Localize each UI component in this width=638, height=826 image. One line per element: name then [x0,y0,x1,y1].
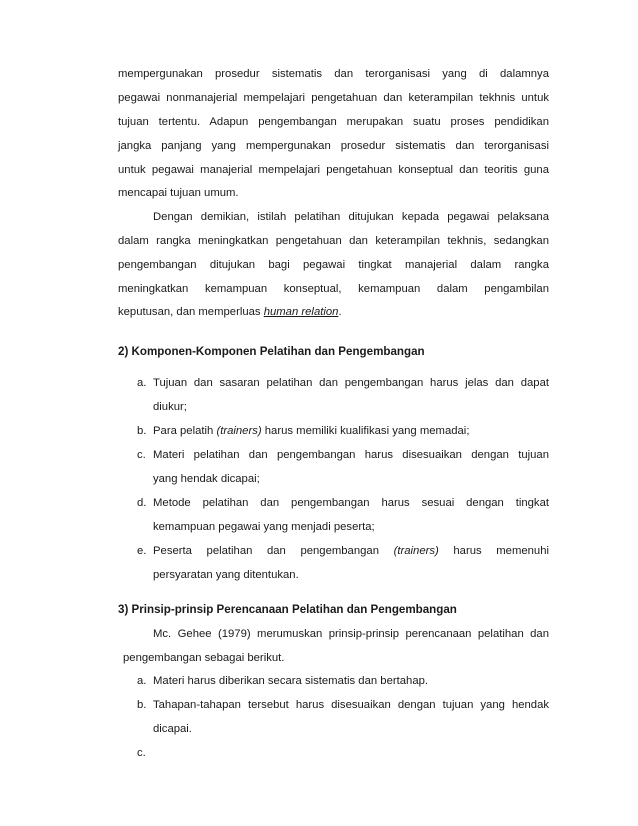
list-marker: d. [137,497,147,509]
paragraph-1-line-5: untuk pegawai manajerial mempelajari pengetahuan konseptual dan teoritis guna [118,164,549,176]
paragraph-2-line-2: dalam rangka meningkatkan pengetahuan dan keterampilan tekhnis, sedangkan [118,235,549,247]
list-item-line: kemampuan pegawai yang menjadi peserta; [153,521,375,533]
paragraph-1-line-3: tujuan tertentu. Adapun pengembangan merupakan suatu proses pendidikan [118,116,549,128]
list-item-line: Tahapan-tahapan tersebut harus disesuaikan dengan tujuan yang hendak [153,699,549,711]
paragraph-1-line-6: mencapai tujuan umum. [118,187,239,199]
list-item-line: persyaratan yang ditentukan. [153,569,299,581]
list-item-line: Tujuan dan sasaran pelatihan dan pengembangan harus jelas dan dapat [153,377,549,389]
list-item-line: Para pelatih (trainers) harus memiliki kualifikasi yang memadai; [153,425,470,437]
list-marker: e. [137,545,147,557]
list-item-line: Metode pelatihan dan pengembangan harus sesuai dengan tingkat [153,497,549,509]
list-item-line: Peserta pelatihan dan pengembangan (trainers) harus memenuhi [153,545,549,557]
list-marker: b. [137,425,147,437]
human-relation-term: human relation [263,306,339,318]
list-marker: a. [137,377,147,389]
paragraph-1-line-1: mempergunakan prosedur sistematis dan terorganisasi yang di dalamnya [118,68,549,80]
section-2-heading: 2) Komponen-Komponen Pelatihan dan Pengembangan [118,345,425,358]
paragraph-2-line-5: keputusan, dan memperluas human relation. [118,306,342,318]
list-item-line: Materi harus diberikan secara sistematis dan bertahap. [153,675,429,687]
section-3-intro-line-1: Mc. Gehee (1979) merumuskan prinsip-prinsip perencanaan pelatihan dan [153,628,549,640]
section-3-intro-line-2: pengembangan sebagai berikut. [123,652,285,664]
paragraph-2-line-4: meningkatkan kemampuan konseptual, kemampuan dalam pengambilan [118,283,549,295]
paragraph-2-line-1: Dengan demikian, istilah pelatihan ditujukan kepada pegawai pelaksana [153,211,549,223]
list-marker: c. [137,747,146,759]
list-item-line: diukur; [153,401,187,413]
list-marker: b. [137,699,147,711]
list-marker: a. [137,675,147,687]
list-marker: c. [137,449,146,461]
paragraph-1-line-4: jangka panjang yang mempergunakan prosedur sistematis dan terorganisasi [118,140,549,152]
section-3-heading: 3) Prinsip-prinsip Perencanaan Pelatihan dan Pengembangan [118,603,457,616]
list-item-line: Materi pelatihan dan pengembangan harus disesuaikan dengan tujuan [153,449,549,461]
list-item-line: dicapai. [153,723,192,735]
list-item-line: yang hendak dicapai; [153,473,260,485]
paragraph-1-line-2: pegawai nonmanajerial mempelajari pengetahuan dan keterampilan tekhnis untuk [118,92,549,104]
paragraph-2-line-3: pengembangan ditujukan bagi pegawai tingkat manajerial dalam rangka [118,259,549,271]
